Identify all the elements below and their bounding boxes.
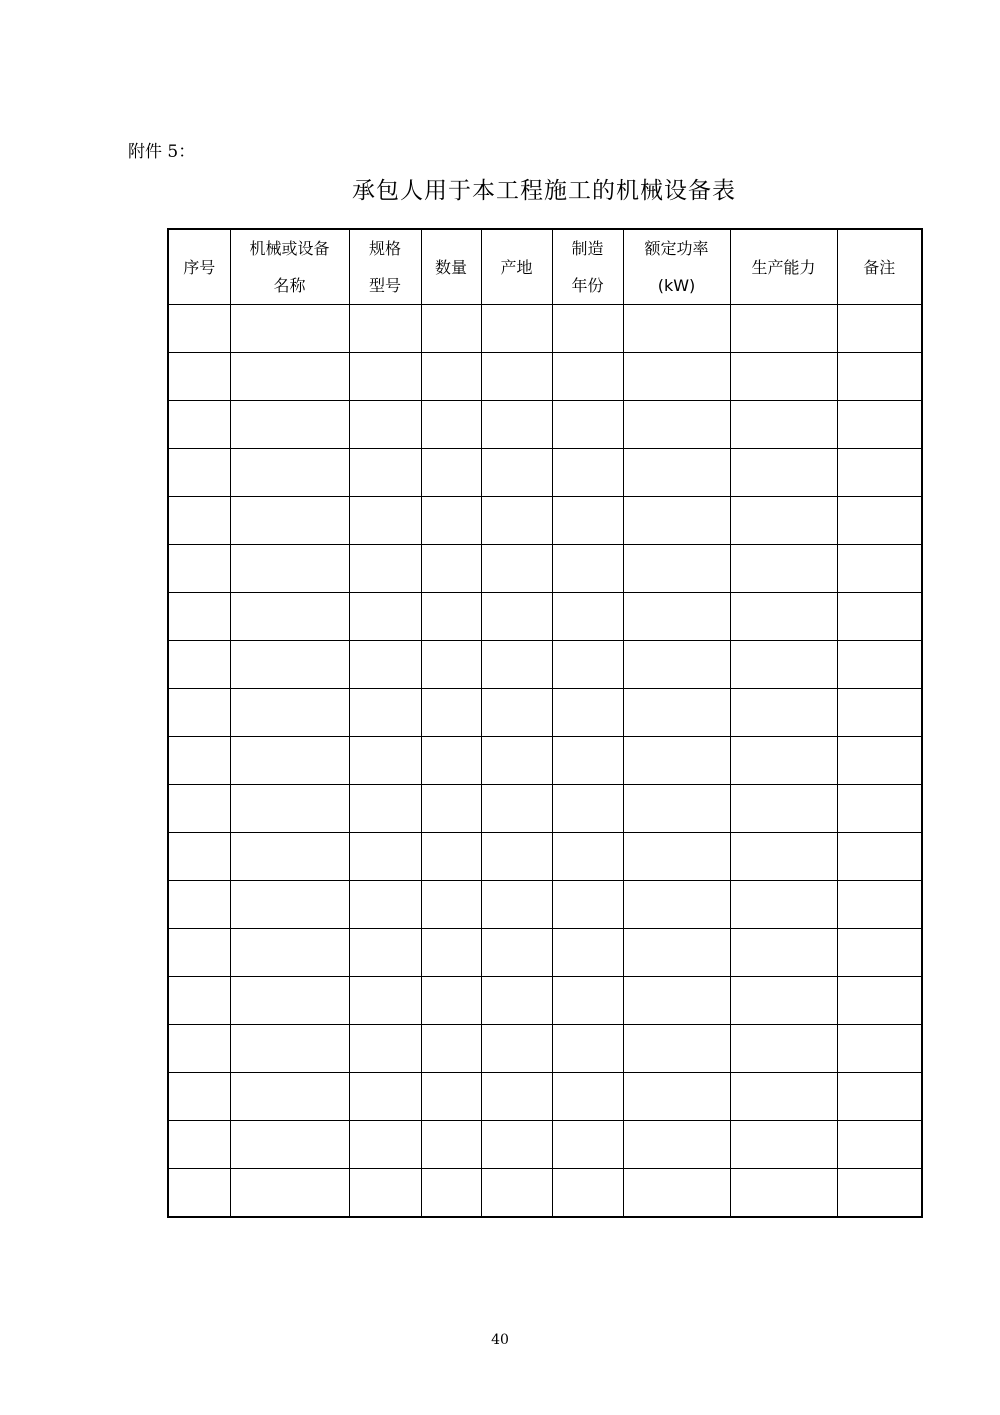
table-cell: [168, 881, 230, 929]
table-body: [168, 305, 922, 1218]
table-cell: [552, 305, 623, 353]
table-row: [168, 305, 922, 353]
table-cell: [168, 689, 230, 737]
table-cell: [230, 1073, 349, 1121]
table-cell: [421, 833, 481, 881]
table-row: [168, 881, 922, 929]
table-cell: [552, 1025, 623, 1073]
table-row: [168, 1121, 922, 1169]
table-row: [168, 929, 922, 977]
table-row: [168, 737, 922, 785]
table-cell: [730, 737, 837, 785]
table-cell: [421, 1169, 481, 1218]
table-cell: [421, 641, 481, 689]
header-serial-number: 序号: [168, 229, 230, 305]
table-cell: [730, 641, 837, 689]
table-cell: [623, 929, 730, 977]
table-cell: [623, 881, 730, 929]
table-cell: [730, 977, 837, 1025]
table-cell: [421, 593, 481, 641]
table-cell: [837, 1073, 922, 1121]
table-cell: [168, 977, 230, 1025]
table-row: [168, 497, 922, 545]
table-row: [168, 689, 922, 737]
table-cell: [623, 641, 730, 689]
table-cell: [349, 353, 421, 401]
table-cell: [421, 545, 481, 593]
table-cell: [552, 785, 623, 833]
table-cell: [230, 1169, 349, 1218]
table-cell: [168, 593, 230, 641]
table-cell: [168, 641, 230, 689]
table-cell: [730, 401, 837, 449]
table-cell: [481, 1169, 552, 1218]
table-cell: [623, 1121, 730, 1169]
table-cell: [421, 353, 481, 401]
table-cell: [349, 1025, 421, 1073]
table-cell: [349, 833, 421, 881]
table-cell: [421, 977, 481, 1025]
table-cell: [349, 1169, 421, 1218]
table-cell: [623, 593, 730, 641]
table-cell: [623, 545, 730, 593]
table-cell: [623, 833, 730, 881]
table-cell: [168, 737, 230, 785]
table-cell: [481, 401, 552, 449]
table-row: [168, 449, 922, 497]
table-cell: [421, 449, 481, 497]
table-cell: [349, 689, 421, 737]
table-cell: [230, 401, 349, 449]
table-cell: [349, 497, 421, 545]
table-cell: [730, 497, 837, 545]
table-cell: [552, 449, 623, 497]
table-cell: [481, 305, 552, 353]
table-cell: [349, 593, 421, 641]
table-cell: [552, 689, 623, 737]
table-cell: [421, 1121, 481, 1169]
table-cell: [481, 785, 552, 833]
table-cell: [349, 401, 421, 449]
header-production-capacity: 生产能力: [730, 229, 837, 305]
document-title: 承包人用于本工程施工的机械设备表: [352, 178, 736, 204]
table-cell: [837, 881, 922, 929]
table-cell: [230, 305, 349, 353]
table-cell: [168, 545, 230, 593]
table-cell: [837, 737, 922, 785]
table-cell: [421, 737, 481, 785]
table-row: [168, 401, 922, 449]
table-cell: [421, 401, 481, 449]
table-cell: [730, 833, 837, 881]
table-cell: [168, 1073, 230, 1121]
table-cell: [552, 1121, 623, 1169]
table-cell: [730, 545, 837, 593]
table-row: [168, 593, 922, 641]
table-cell: [168, 833, 230, 881]
table-cell: [481, 977, 552, 1025]
table-cell: [837, 497, 922, 545]
table-row: [168, 641, 922, 689]
table-row: [168, 1025, 922, 1073]
table-cell: [552, 401, 623, 449]
table-cell: [421, 785, 481, 833]
table-cell: [730, 353, 837, 401]
table-cell: [623, 305, 730, 353]
table-cell: [230, 785, 349, 833]
table-cell: [730, 449, 837, 497]
table-cell: [837, 977, 922, 1025]
page-number: 40: [491, 1332, 509, 1348]
table-cell: [230, 977, 349, 1025]
table-cell: [168, 929, 230, 977]
table-cell: [230, 641, 349, 689]
table-cell: [552, 545, 623, 593]
table-cell: [230, 1025, 349, 1073]
table-cell: [421, 305, 481, 353]
table-cell: [837, 305, 922, 353]
table-cell: [168, 305, 230, 353]
table-cell: [837, 1121, 922, 1169]
table-cell: [481, 545, 552, 593]
table-cell: [481, 497, 552, 545]
header-origin: 产地: [481, 229, 552, 305]
table-cell: [837, 689, 922, 737]
table-cell: [349, 1121, 421, 1169]
table-cell: [481, 1073, 552, 1121]
table-cell: [623, 401, 730, 449]
table-cell: [623, 449, 730, 497]
table-cell: [168, 401, 230, 449]
table-cell: [837, 929, 922, 977]
table-cell: [349, 977, 421, 1025]
table-cell: [168, 497, 230, 545]
table-cell: [730, 929, 837, 977]
table-cell: [837, 833, 922, 881]
table-cell: [730, 689, 837, 737]
table-cell: [481, 1121, 552, 1169]
table-cell: [230, 881, 349, 929]
table-cell: [481, 449, 552, 497]
table-cell: [552, 881, 623, 929]
table-cell: [230, 833, 349, 881]
table-cell: [421, 1025, 481, 1073]
table-cell: [421, 881, 481, 929]
table-cell: [552, 641, 623, 689]
table-cell: [552, 977, 623, 1025]
header-quantity: 数量: [421, 229, 481, 305]
table-cell: [481, 881, 552, 929]
table-cell: [730, 1121, 837, 1169]
table-cell: [421, 497, 481, 545]
table-cell: [730, 1169, 837, 1218]
table-cell: [623, 977, 730, 1025]
table-cell: [230, 737, 349, 785]
table-cell: [552, 929, 623, 977]
table-cell: [730, 881, 837, 929]
table-cell: [168, 1169, 230, 1218]
table-cell: [552, 1169, 623, 1218]
table-cell: [349, 545, 421, 593]
table-row: [168, 1169, 922, 1218]
table-cell: [730, 1073, 837, 1121]
table-cell: [168, 353, 230, 401]
header-remarks: 备注: [837, 229, 922, 305]
table-cell: [837, 545, 922, 593]
table-cell: [421, 1073, 481, 1121]
table-cell: [837, 449, 922, 497]
table-cell: [230, 929, 349, 977]
attachment-label: 附件 5：: [128, 142, 196, 162]
table-cell: [481, 1025, 552, 1073]
table-cell: [837, 353, 922, 401]
table-cell: [623, 737, 730, 785]
table-cell: [168, 1121, 230, 1169]
equipment-table: [167, 228, 923, 1218]
table-cell: [349, 305, 421, 353]
table-cell: [349, 449, 421, 497]
table-cell: [623, 785, 730, 833]
table-cell: [230, 497, 349, 545]
table-cell: [623, 497, 730, 545]
table-cell: [168, 1025, 230, 1073]
table-cell: [552, 737, 623, 785]
table-cell: [481, 833, 552, 881]
table-cell: [421, 689, 481, 737]
header-rated-power: 额定功率 (kW): [623, 229, 730, 305]
table-cell: [730, 785, 837, 833]
header-manufacture-year: 制造 年份: [552, 229, 623, 305]
table-cell: [623, 689, 730, 737]
table-cell: [168, 785, 230, 833]
table-cell: [837, 785, 922, 833]
table-cell: [349, 737, 421, 785]
table-cell: [230, 689, 349, 737]
table-row: [168, 353, 922, 401]
table-cell: [481, 641, 552, 689]
table-row: [168, 833, 922, 881]
table-row: [168, 1073, 922, 1121]
table-cell: [168, 449, 230, 497]
table-cell: [837, 1025, 922, 1073]
table-cell: [481, 929, 552, 977]
table-cell: [623, 353, 730, 401]
table-cell: [623, 1025, 730, 1073]
table-cell: [837, 401, 922, 449]
table-row: [168, 977, 922, 1025]
table-cell: [623, 1169, 730, 1218]
table-cell: [230, 353, 349, 401]
table-cell: [730, 1025, 837, 1073]
table-cell: [481, 689, 552, 737]
table-cell: [730, 593, 837, 641]
table-cell: [230, 545, 349, 593]
table-cell: [421, 929, 481, 977]
table-cell: [552, 353, 623, 401]
table-cell: [552, 1073, 623, 1121]
table-cell: [552, 833, 623, 881]
table-cell: [730, 305, 837, 353]
table-cell: [481, 593, 552, 641]
table-cell: [349, 881, 421, 929]
table-cell: [230, 449, 349, 497]
table-cell: [623, 1073, 730, 1121]
table-row: [168, 785, 922, 833]
table-cell: [837, 641, 922, 689]
table-cell: [349, 785, 421, 833]
table-cell: [230, 593, 349, 641]
table-cell: [230, 1121, 349, 1169]
table-cell: [349, 929, 421, 977]
table-row: [168, 545, 922, 593]
table-cell: [837, 1169, 922, 1218]
table-cell: [552, 497, 623, 545]
table-cell: [349, 1073, 421, 1121]
table-cell: [837, 593, 922, 641]
table-cell: [481, 353, 552, 401]
table-cell: [552, 593, 623, 641]
header-equipment-name: 机械或设备 名称: [230, 229, 349, 305]
table-cell: [481, 737, 552, 785]
table-header-row: [168, 229, 922, 305]
header-spec-model: 规格 型号: [349, 229, 421, 305]
table-cell: [349, 641, 421, 689]
